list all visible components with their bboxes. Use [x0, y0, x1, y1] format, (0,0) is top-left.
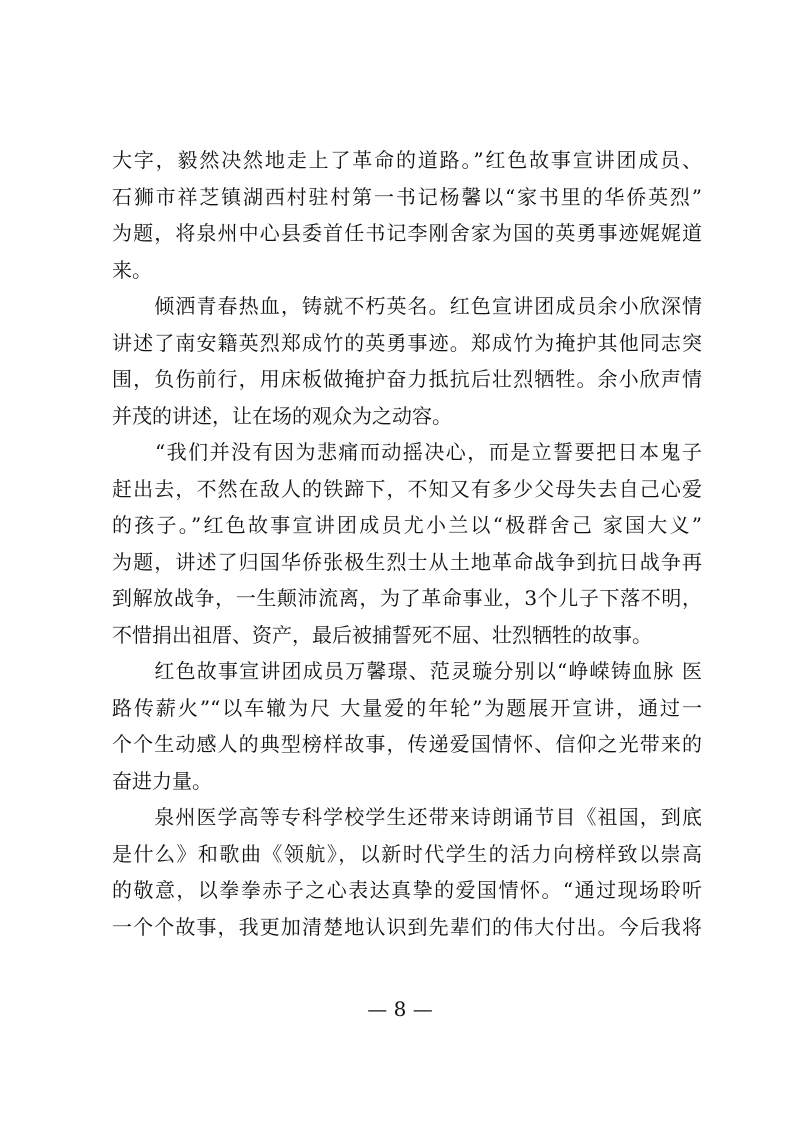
text-line: 石狮市祥芝镇湖西村驻村第一书记杨馨以“家书里的华侨英烈”	[112, 184, 702, 209]
text-line: 倾洒青春热血，铸就不朽英名。红色宣讲团成员余小欣深情	[112, 294, 702, 318]
text-line: 一个个故事，我更加清楚地认识到先辈们的伟大付出。今后我将	[112, 914, 702, 939]
text-line: 的孩子。”红色故事宣讲团成员尤小兰以“极群舍己 家国大义”	[112, 513, 702, 537]
text-line: 来。	[112, 257, 152, 282]
text-line: 为题，将泉州中心县委首任书记李刚舍家为国的英勇事迹娓娓道	[112, 221, 702, 245]
text-line: 大字，毅然决然地走上了革命的道路。”红色故事宣讲团成员、	[112, 148, 702, 172]
text-line: 并茂的讲述，让在场的观众为之动容。	[112, 403, 452, 428]
text-line: “我们并没有因为悲痛而动摇决心，而是立誓要把日本鬼子	[112, 440, 702, 464]
text-line: 到解放战争，一生颠沛流离，为了革命事业，3个儿子下落不明，	[112, 586, 702, 610]
text-line: 红色故事宣讲团成员万馨璟、范灵璇分别以“峥嵘铸血脉 医	[112, 659, 702, 683]
text-line: 赶出去，不然在敌人的铁蹄下，不知又有多少父母失去自己心爱	[112, 476, 702, 501]
text-line: 泉州医学高等专科学校学生还带来诗朗诵节目《祖国，到底	[112, 805, 702, 829]
page-number: — 8 —	[367, 997, 433, 1021]
text-line: 围，负伤前行，用床板做掩护奋力抵抗后壮烈牺牲。余小欣声情	[112, 367, 702, 391]
text-line: 是什么》和歌曲《领航》，以新时代学生的活力向榜样致以崇高	[112, 841, 702, 866]
text-line: 奋进力量。	[112, 768, 212, 793]
text-line: 的敬意，以拳拳赤子之心表达真挚的爱国情怀。“通过现场聆听	[112, 878, 702, 902]
text-line: 讲述了南安籍英烈郑成竹的英勇事迹。郑成竹为掩护其他同志突	[112, 330, 702, 355]
text-line: 不惜捐出祖厝、资产，最后被捕誓死不屈、壮烈牺牲的故事。	[112, 622, 652, 647]
text-line: 为题，讲述了归国华侨张极生烈士从土地革命战争到抗日战争再	[112, 549, 702, 574]
text-line: 个个生动感人的典型榜样故事，传递爱国情怀、信仰之光带来的	[112, 732, 702, 756]
body-text	[112, 142, 702, 945]
text-line: 路传薪火”“以车辙为尺 大量爱的年轮”为题展开宣讲，通过一	[112, 695, 702, 720]
